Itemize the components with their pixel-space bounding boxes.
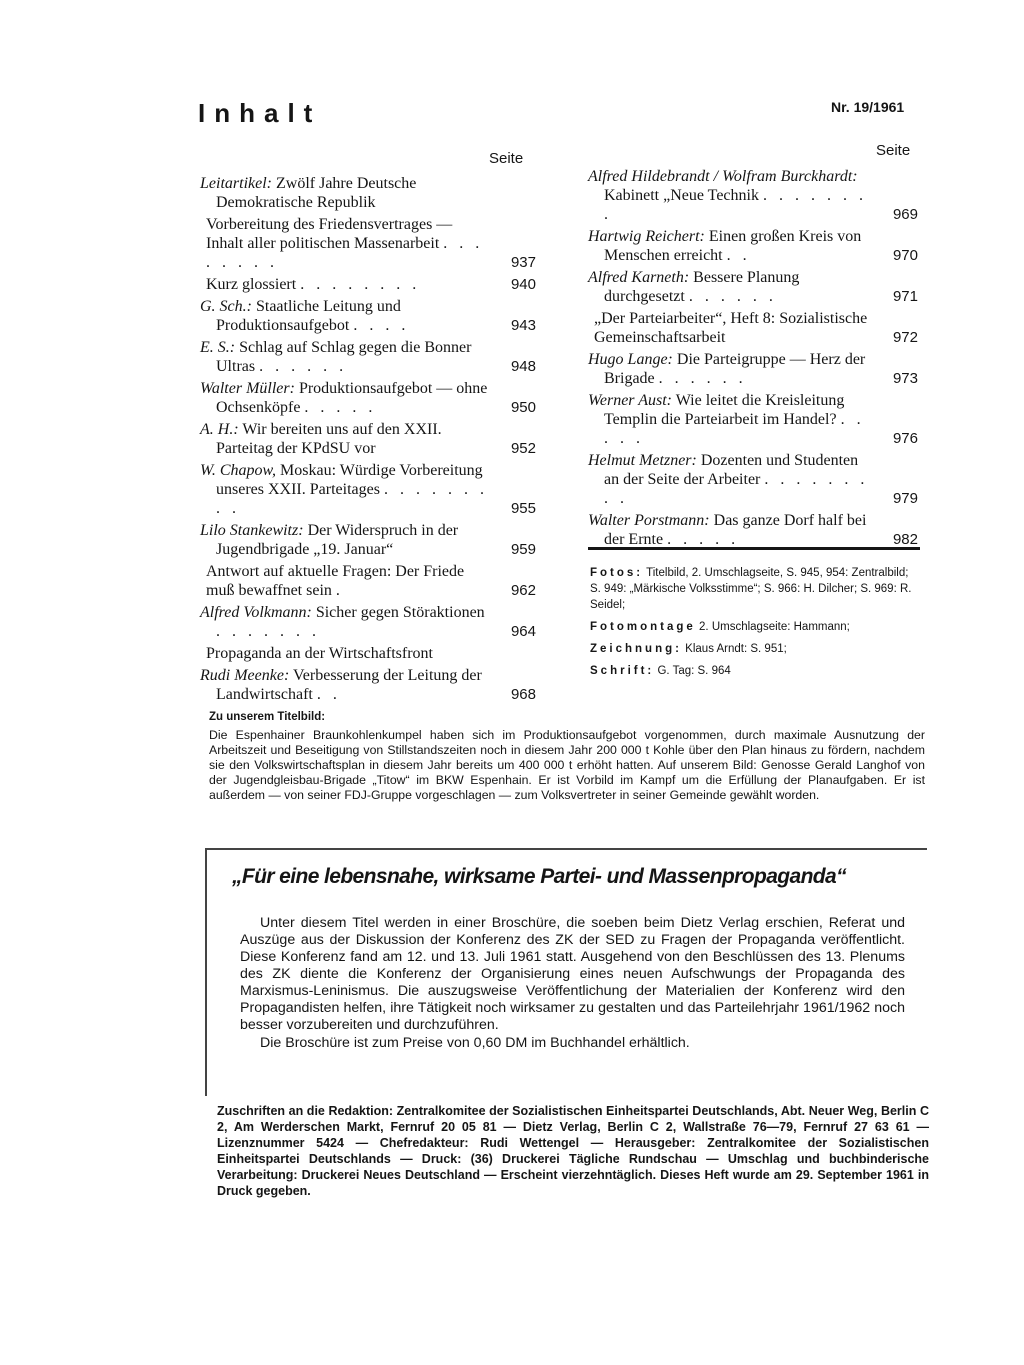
credit-line	[590, 641, 922, 657]
announcement-title: „Für eine lebensnahe, wirksame Partei- und Massenpropaganda“	[232, 865, 847, 888]
toc-title: Das ganze Dorf half bei der Ernte	[604, 512, 867, 548]
toc-title: Wie leitet die Kreisleitung Templin die Parteiarbeit im Handel?	[604, 392, 845, 428]
toc-left-column	[200, 174, 536, 707]
toc-title: „Der Parteiarbeiter“, Heft 8: Sozialistische Gemeinschaftsarbeit	[594, 310, 868, 346]
toc-leader-dots: .	[335, 582, 344, 599]
announcement-body	[240, 915, 905, 1052]
toc-entry-text	[200, 521, 536, 559]
toc-author: Alfred Karneth:	[588, 269, 690, 286]
toc-entry-text	[588, 268, 918, 306]
announcement-paragraph: Unter diesem Titel werden in einer Broschüre, die soeben beim Dietz Verlag erschien, Referat und Auszüge aus der Diskussion der Konferenz des ZK der SED zu Fragen der Propaganda veröffentlicht. Diese Konferenz fand am 12. und 13. Juli 1961 statt. Ausgehend von den Beschlüssen des 13. Plenums des ZK diente die Konferenz der Organisierung eines neuen Aufschwungs der Propaganda des Marxismus-Leninismus. Die auszugsweise Veröffentlichung der Materialien der Konferenz wird den Propagandisten helfen, ihre Tätigkeit noch wirksamer zu gestalten und das Parteilehrjahr 1961/1962 noch besser vorzubereiten und durchzuführen.	[240, 915, 905, 1033]
caption-heading: Zu unserem Titelbild:	[209, 711, 326, 723]
toc-entry-text	[200, 420, 536, 458]
toc-author: Walter Porstmann:	[588, 512, 710, 529]
toc-page-number: 968	[510, 686, 536, 703]
toc-leader-dots: . . . . . .	[688, 288, 777, 305]
toc-entry	[200, 215, 536, 272]
toc-leader-dots: . . . . . .	[259, 358, 348, 375]
toc-leader-dots: . . . . . .	[658, 370, 747, 387]
toc-page-number: 943	[510, 317, 536, 334]
toc-author: Hugo Lange:	[588, 351, 673, 368]
toc-entry	[200, 644, 536, 663]
toc-author: Hartwig Reichert:	[588, 228, 705, 245]
toc-title: Staatliche Leitung und Produktionsaufgebot	[216, 298, 401, 334]
toc-page-number: 962	[510, 582, 536, 599]
toc-page-number: 950	[510, 399, 536, 416]
toc-title: Dozenten und Studenten an der Seite der Arbeiter	[604, 452, 859, 488]
toc-leader-dots: . .	[316, 686, 341, 703]
toc-entry-text	[200, 603, 536, 641]
toc-author: Rudi Meenke:	[200, 667, 290, 684]
brochure-announcement	[205, 848, 927, 1096]
announcement-price: Die Broschüre ist zum Preise von 0,60 DM im Buchhandel erhältlich.	[260, 1035, 690, 1051]
seite-label-right: Seite	[876, 142, 911, 159]
credit-label: Fotomontage	[590, 621, 696, 633]
toc-entry	[588, 227, 918, 265]
toc-entry-text	[200, 215, 536, 272]
toc-author: Alfred Volkmann:	[200, 604, 312, 621]
toc-entry-text	[200, 338, 536, 376]
toc-entry-text	[200, 666, 536, 704]
toc-title: Antwort auf aktuelle Fragen: Der Friede muß bewaffnet sein	[206, 563, 465, 599]
toc-title: Die Parteigruppe — Herz der Brigade	[604, 351, 866, 387]
seite-label-left: Seite	[489, 150, 524, 167]
toc-entry-text	[588, 350, 918, 388]
toc-entry	[200, 603, 536, 641]
toc-author: G. Sch.:	[200, 298, 252, 315]
toc-leader-dots: . . . . . . .	[216, 623, 320, 640]
toc-entry-text	[200, 275, 536, 294]
toc-author: A. H.:	[200, 421, 239, 438]
toc-entry-text	[588, 309, 918, 347]
toc-entry	[588, 511, 918, 549]
toc-author: Walter Müller:	[200, 380, 295, 397]
toc-leader-dots: . .	[726, 247, 751, 264]
cover-caption	[209, 710, 925, 803]
toc-page-number: 937	[510, 254, 536, 271]
toc-entry	[588, 309, 918, 347]
toc-entry	[588, 350, 918, 388]
caption-text: Die Espenhainer Braunkohlenkumpel haben sich im Produktionsaufgebot vorgenommen, durch maximale Ausnutzung der Arbeitszeit und Beseitigung von Stillstandszeiten noch in diesem Jahr 200 000 t Kohle über den Plan hinaus zu fördern, nachdem sie den Volkswirtschaftsplan in diesem Jahr bereits um 400 000 t erhöht hatten. Auf unserem Bild: Genosse Gerald Langhof von der Jugendgleisbau-Brigade „Titow“ im BKW Espenhain. Er ist Vorbild im Kampf um die Erfüllung der Planaufgaben. Er ist außerdem — von seiner FDJ-Gruppe vorgeschlagen — zum Volksvertreter in seiner Gemeinde gewählt worden.	[209, 728, 925, 802]
credit-text: Titelbild, 2. Umschlagseite, S. 945, 954: Zentralbild; S. 949: „Märkische Volksstimme“; S. 966: H. Dilcher; S. 969: R. Seidel;	[590, 567, 912, 611]
toc-entry-text	[200, 644, 536, 663]
toc-leader-dots: . . . . .	[667, 531, 740, 548]
toc-entry-text	[588, 511, 918, 549]
toc-entry-text	[588, 167, 918, 224]
toc-page-number: 982	[892, 531, 918, 548]
section-rule	[588, 547, 920, 550]
toc-title: Der Widerspruch in der Jugendbrigade „19. Januar“	[216, 522, 459, 558]
toc-entry	[200, 666, 536, 704]
toc-page-number: 971	[892, 288, 918, 305]
toc-entry	[200, 562, 536, 600]
toc-leader-dots: . . . .	[353, 317, 410, 334]
toc-page-number: 972	[892, 329, 918, 346]
credit-label: Fotos:	[590, 567, 644, 579]
toc-title: Sicher gegen Störaktionen	[315, 604, 485, 621]
toc-title: Bessere Planung durchgesetzt	[604, 269, 800, 305]
toc-title: Kabinett „Neue Technik	[604, 187, 759, 204]
photo-credits	[590, 565, 922, 685]
toc-entry	[588, 167, 918, 224]
toc-entry-text	[200, 461, 536, 518]
toc-author: Lilo Stankewitz:	[200, 522, 304, 539]
toc-title: Zwölf Jahre Deutsche Demokratische Republik	[216, 175, 417, 211]
imprint-text: Zuschriften an die Redaktion: Zentralkomitee der Sozialistischen Einheitspartei Deutschlands, Abt. Neuer Weg, Berlin C 2, Am Werderschen Markt, Fernruf 20 05 81 — Dietz Verlag, Berlin C 2, Wallstraße 76—79, Fernruf 27 63 61 — Lizenznummer 5424 — Chefredakteur: Rudi Wettengel — Herausgeber: Zentralkomitee der Sozialistischen Einheitspartei Deutschlands — Druck: (36) Druckerei Tägliche Rundschau — Umschlag und buchbinderische Verarbeitung: Druckerei Neues Deutschland — Erscheint vierzehntäglich. Dieses Heft wurde am 29. September 1961 in Druck gegeben.	[217, 1104, 929, 1198]
toc-title: Einen großen Kreis von Menschen erreicht	[604, 228, 862, 264]
toc-title: Schlag auf Schlag gegen die Bonner Ultras	[216, 339, 472, 375]
toc-page-number: 976	[892, 430, 918, 447]
toc-author: E. S.:	[200, 339, 236, 356]
credit-label: Zeichnung:	[590, 643, 682, 655]
toc-page-number: 948	[510, 358, 536, 375]
toc-leader-dots: . . . . . . . . .	[216, 481, 488, 517]
toc-entry	[200, 420, 536, 458]
toc-author: Helmut Metzner:	[588, 452, 697, 469]
toc-author: Alfred Hildebrandt / Wolfram Burckhardt:	[588, 168, 858, 185]
toc-leader-dots: . . . . . . . .	[206, 235, 484, 271]
toc-page-number: 964	[510, 623, 536, 640]
toc-leader-dots: . . . . . . . .	[604, 187, 867, 223]
toc-entry	[200, 275, 536, 294]
toc-author: W. Chapow,	[200, 462, 277, 479]
toc-entry-text	[200, 562, 536, 600]
toc-author: Werner Aust:	[588, 392, 672, 409]
toc-entry-text	[588, 451, 918, 508]
page-title: Inhalt	[198, 98, 322, 128]
toc-entry	[588, 268, 918, 306]
toc-page-number: 940	[510, 276, 536, 293]
toc-title: Wir bereiten uns auf den XXII. Parteitag der KPdSU vor	[216, 421, 442, 457]
credit-text: 2. Umschlagseite: Hammann;	[699, 621, 850, 633]
toc-page-number: 979	[892, 490, 918, 507]
credit-text: G. Tag: S. 964	[657, 665, 731, 677]
toc-entry-text	[200, 297, 536, 335]
credit-line	[590, 663, 922, 679]
toc-entry	[588, 391, 918, 448]
toc-right-column	[588, 167, 918, 552]
toc-entry-text	[200, 174, 536, 212]
toc-leader-dots: . . . . .	[604, 411, 865, 447]
toc-leader-dots: . . . . . . . .	[300, 276, 421, 293]
toc-title: Vorbereitung des Friedensvertrages — Inhalt aller politischen Massenarbeit	[206, 216, 453, 252]
toc-page-number: 969	[892, 206, 918, 223]
imprint	[217, 1103, 929, 1199]
toc-entry	[200, 379, 536, 417]
toc-entry-text	[588, 391, 918, 448]
toc-entry	[200, 174, 536, 212]
credit-text: Klaus Arndt: S. 951;	[685, 643, 787, 655]
credit-label: Schrift:	[590, 665, 655, 677]
toc-page-number: 959	[510, 541, 536, 558]
toc-title: Produktionsaufgebot — ohne Ochsenköpfe	[216, 380, 488, 416]
toc-title: Moskau: Würdige Vorbereitung unseres XXII. Parteitages	[216, 462, 483, 498]
toc-entry	[200, 461, 536, 518]
toc-leader-dots: . . . . . . . . .	[604, 471, 869, 507]
toc-author: Leitartikel:	[200, 175, 272, 192]
toc-entry	[200, 297, 536, 335]
toc-entry	[200, 521, 536, 559]
toc-page-number: 970	[892, 247, 918, 264]
toc-leader-dots: . . . . .	[304, 399, 377, 416]
issue-number: Nr. 19/1961	[831, 99, 905, 115]
toc-title: Verbesserung der Leitung der Landwirtschaft	[216, 667, 482, 703]
toc-entry	[200, 338, 536, 376]
toc-page-number: 952	[510, 440, 536, 457]
toc-entry-text	[200, 379, 536, 417]
toc-title: Kurz glossiert	[206, 276, 297, 293]
toc-entry	[588, 451, 918, 508]
credit-line	[590, 565, 922, 613]
credit-line	[590, 619, 922, 635]
toc-entry-text	[588, 227, 918, 265]
toc-page-number: 955	[510, 500, 536, 517]
toc-title: Propaganda an der Wirtschaftsfront	[206, 645, 433, 662]
toc-page-number: 973	[892, 370, 918, 387]
